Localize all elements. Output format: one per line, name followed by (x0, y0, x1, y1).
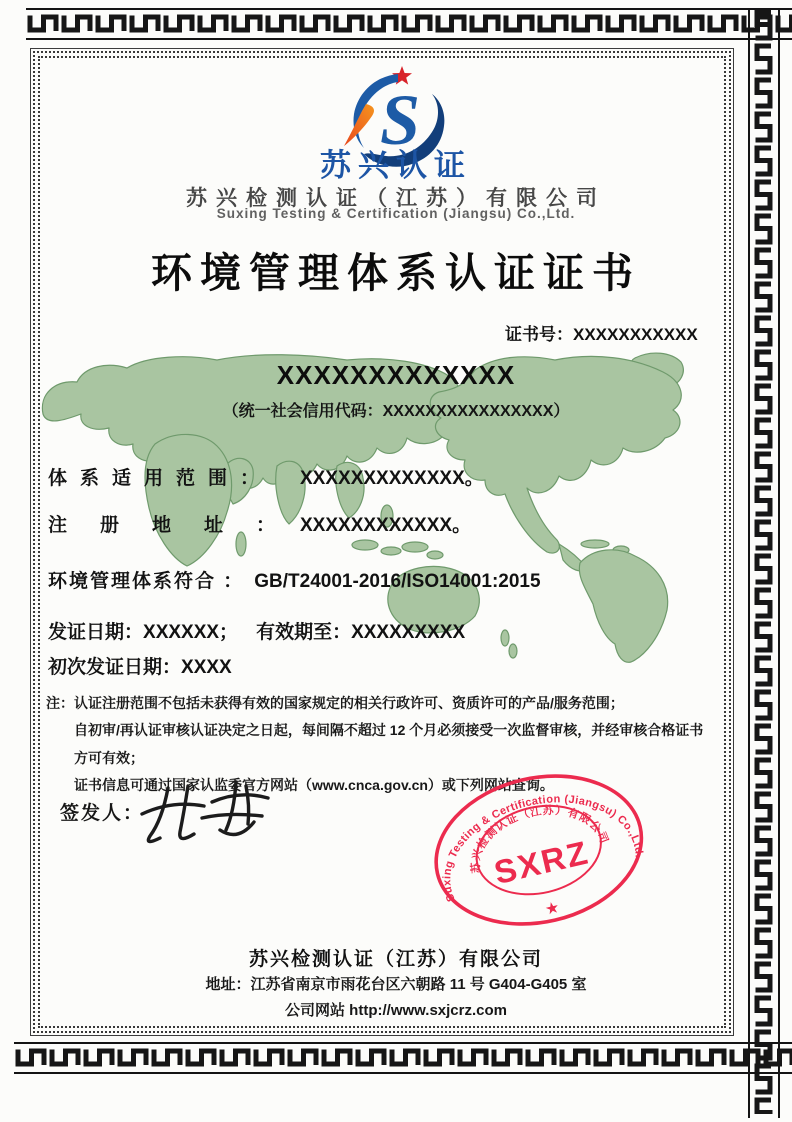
footer-address: 地址：江苏省南京市雨花台区六朝路 11 号 G404-G405 室 (205, 976, 587, 993)
seal-code: SXRZ (490, 833, 593, 892)
footer-website: 公司网站 http://www.sxjcrz.com (285, 1002, 507, 1019)
note-line-1: 认证注册范围不包括未获得有效的国家规定的相关行政许可、资质许可的产品/服务范围； (74, 695, 624, 711)
holder-name: XXXXXXXXXXXXX (276, 360, 516, 390)
credit-code-line: （统一社会信用代码：XXXXXXXXXXXXXXXX） (222, 403, 570, 420)
map-island (381, 547, 401, 555)
field-dates (48, 617, 465, 644)
greek-key-pattern (14, 1044, 792, 1072)
certificate-number-label: 证书号： (505, 325, 573, 344)
field-first-issue (48, 652, 232, 679)
valid-until-value: XXXXXXXXX (351, 622, 466, 643)
field-scope (48, 463, 484, 490)
issue-date-label: 发证日期： (48, 622, 144, 643)
certificate-number-value: XXXXXXXXXXX (573, 325, 698, 344)
valid-until-label: 有效期至： (256, 622, 352, 643)
certificate-title: 环境管理体系认证证书 (151, 250, 641, 296)
notes-prefix: 注： (46, 695, 74, 711)
certificate-number (505, 320, 698, 345)
issue-date-value: XXXXXX； (143, 622, 239, 643)
first-issue-value: XXXX (181, 657, 232, 678)
seal-text-en-path: Suxing Testing & Certification (Jiangsu) Co.,Ltd. (441, 793, 645, 904)
footer-company: 苏兴检测认证（江苏）有限公司 (248, 949, 543, 970)
seal-star-icon: ★ (543, 899, 562, 919)
map-island (427, 551, 443, 559)
signer-label: 签发人： (60, 803, 145, 824)
map-africa (145, 434, 232, 566)
seal-text-cn-path: 苏兴检测认证（江苏）有限公司 (469, 804, 611, 874)
field-scope-value: XXXXXXXXXXXXX。 (300, 468, 484, 489)
border-greek-key-top (26, 8, 792, 40)
brand-name-cn: 苏兴认证 (320, 148, 472, 183)
signature (128, 772, 288, 862)
map-island (352, 540, 378, 550)
note-line-3: 证书信息可通过国家认监委官方网站（www.cnca.gov.cn）或下列网站查询。 (74, 776, 554, 793)
map-new-zealand (509, 644, 517, 658)
greek-key-pattern (26, 10, 792, 38)
first-issue-label: 初次发证日期： (48, 657, 182, 678)
seal-text-en (426, 774, 646, 904)
field-registered-address-label: 注册地址： (48, 515, 309, 536)
border-greek-key-bottom (14, 1042, 792, 1074)
map-new-zealand (501, 630, 509, 646)
field-standard (48, 566, 541, 593)
logo-letter: S (379, 80, 421, 160)
field-registered-address (48, 510, 471, 537)
map-island (402, 542, 428, 552)
field-scope-label: 体系适用范围： (48, 468, 273, 489)
map-south-america (579, 550, 667, 662)
company-name-en: Suxing Testing & Certification (Jiangsu) Co.,Ltd. (216, 206, 576, 221)
field-registered-address-value: XXXXXXXXXXXX。 (300, 515, 472, 536)
company-name-cn: 苏兴检测认证（江苏）有限公司 (186, 187, 606, 210)
field-standard-label: 环境管理体系符合 ： (48, 571, 245, 592)
field-standard-value: GB/T24001-2016/ISO14001:2015 (254, 571, 541, 592)
map-cuba (581, 540, 609, 548)
note-line-2: 自初审/再认证审核认证决定之日起，每间隔不超过 12 个月必须接受一次监督审核，并经审核合格证书方可有效； (74, 722, 704, 766)
